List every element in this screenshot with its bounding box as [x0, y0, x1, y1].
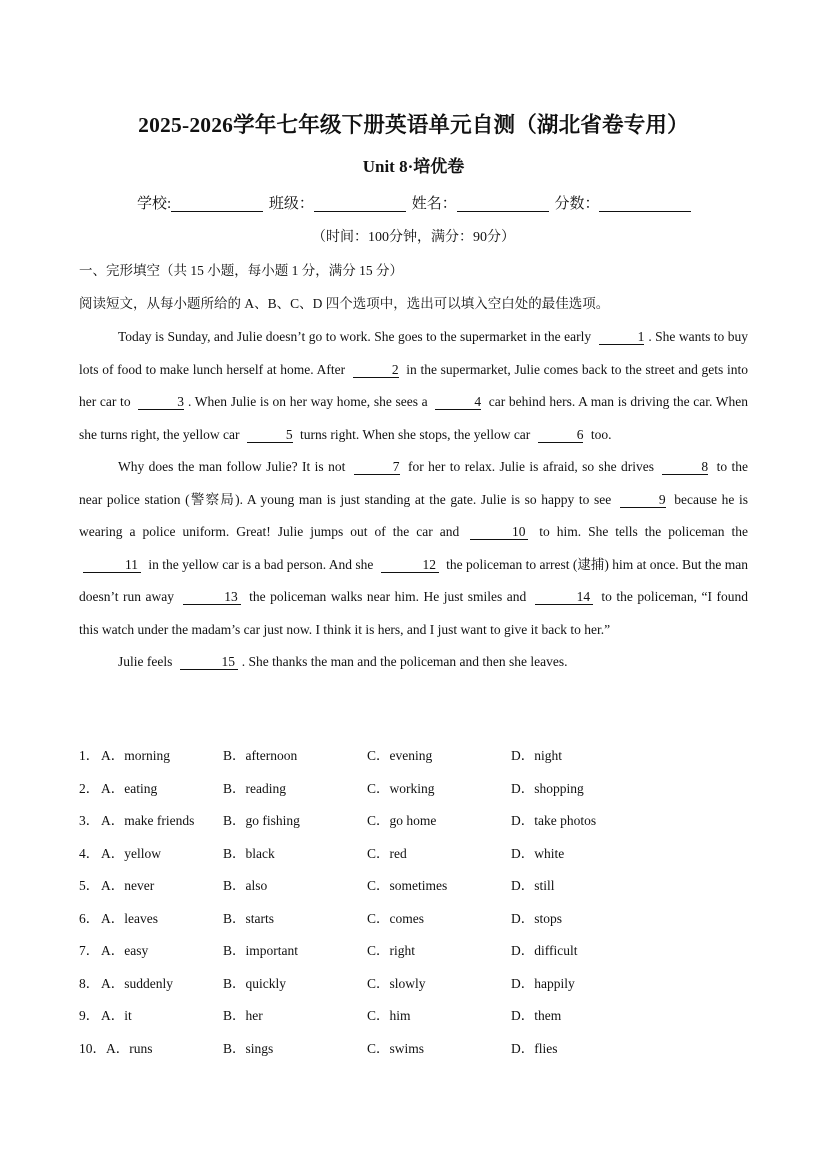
answer-blank: 14 — [535, 589, 593, 605]
question-row — [79, 773, 748, 806]
options-list — [79, 740, 748, 1065]
option-c[interactable]: C．evening — [367, 748, 433, 763]
option-c[interactable]: C．slowly — [367, 975, 426, 991]
passage-text: to the policeman, “I found this watch under the madam’s car just now. I think it is hers, and I just want to give it back to her.” — [79, 589, 748, 637]
answer-blank: 9 — [620, 492, 666, 508]
passage-text: car behind hers. A man is driving the car. When she turns right, the yellow car — [79, 394, 749, 442]
score-blank[interactable] — [599, 195, 691, 212]
option-b[interactable]: B．quickly — [223, 975, 286, 991]
question-row — [79, 1000, 748, 1033]
question-row — [79, 935, 748, 968]
name-label: 姓名： — [411, 196, 457, 212]
answer-blank: 11 — [83, 557, 141, 573]
question-row — [79, 870, 748, 903]
option-b[interactable]: B．starts — [223, 910, 275, 926]
option-c[interactable]: C．go home — [367, 813, 437, 828]
passage-paragraph — [79, 646, 748, 679]
section-instruction: 阅读短文，从每小题所给的 A、B、C、D 四个选项中，选出可以填入空白处的最佳选项。 — [79, 296, 610, 311]
question-row — [79, 838, 748, 871]
question-row — [79, 805, 748, 838]
option-a[interactable]: A．runs — [106, 1040, 153, 1056]
option-c[interactable]: C．red — [367, 845, 407, 861]
question-number: 10． — [79, 1040, 106, 1056]
school-blank[interactable] — [171, 195, 263, 212]
passage-text: for her to relax. Julie is afraid, so she drives — [403, 459, 659, 474]
answer-blank: 8 — [662, 459, 708, 475]
passage-paragraph — [79, 451, 748, 646]
passage-text: turns right. When she stops, the yellow car — [296, 426, 534, 442]
question-number: 4． — [79, 845, 100, 861]
passage-text: . She thanks the man and the policeman and then she leaves. — [241, 654, 568, 669]
passage-text: Julie feels — [118, 654, 176, 669]
question-number: 2． — [79, 780, 100, 796]
option-a[interactable]: A．never — [101, 878, 155, 893]
answer-blank: 12 — [381, 557, 439, 573]
question-number: 6． — [79, 910, 100, 926]
question-row — [79, 903, 748, 936]
option-d[interactable]: D．difficult — [511, 943, 578, 958]
option-d[interactable]: D．still — [511, 878, 555, 893]
option-c[interactable]: C．swims — [367, 1040, 425, 1056]
option-b[interactable]: B．important — [223, 943, 298, 958]
answer-blank: 3 — [138, 394, 184, 410]
option-a[interactable]: A．make friends — [101, 813, 195, 828]
answer-blank: 13 — [183, 589, 241, 605]
school-label: 学校: — [137, 196, 172, 212]
answer-blank: 4 — [435, 394, 481, 410]
option-a[interactable]: A．suddenly — [101, 975, 173, 991]
passage-text: too. — [587, 426, 612, 442]
answer-blank: 10 — [470, 524, 528, 540]
option-d[interactable]: D．stops — [511, 910, 563, 926]
page-subtitle: Unit 8·培优卷 — [362, 157, 465, 176]
answer-blank: 1 — [599, 329, 645, 345]
option-c[interactable]: C．comes — [367, 910, 424, 926]
exam-time-info: （时间：100分钟，满分：90分） — [312, 230, 515, 245]
passage-text: . She wants to buy lots of food to make lunch herself at home. After — [79, 329, 748, 377]
passage-text: . When Julie is on her way home, she sees a — [188, 394, 432, 409]
option-a[interactable]: A．leaves — [101, 910, 158, 926]
option-d[interactable]: D．flies — [511, 1040, 558, 1056]
passage-text: to the near police station (警察局). A young man is just standing at the gate. Julie is so happy to see — [79, 459, 748, 507]
passage-text: the policeman walks near him. He just smiles and — [244, 589, 531, 604]
question-number: 9． — [79, 1008, 100, 1023]
option-d[interactable]: D．them — [511, 1008, 562, 1023]
passage-text: in the yellow car is a bad person. And she — [145, 556, 377, 572]
passage-text: in the supermarket, Julie comes back to the street and gets into her car to — [79, 361, 748, 409]
option-c[interactable]: C．right — [367, 943, 416, 958]
option-b[interactable]: B．black — [223, 845, 275, 861]
passage-text: Today is Sunday, and Julie doesn’t go to work. She goes to the supermarket in the early — [118, 329, 595, 344]
passage-text: the policeman to arrest (逮捕) him at once. But the man doesn’t run away — [79, 556, 748, 604]
name-blank[interactable] — [457, 195, 549, 212]
option-a[interactable]: A．eating — [101, 780, 158, 796]
page-title: 2025-2026学年七年级下册英语单元自测（湖北省卷专用） — [138, 113, 689, 137]
option-a[interactable]: A．morning — [101, 748, 170, 763]
option-a[interactable]: A．easy — [101, 943, 149, 958]
class-label: 班级： — [268, 196, 314, 212]
question-number: 8． — [79, 975, 100, 991]
option-d[interactable]: D．take photos — [511, 813, 597, 828]
question-number: 5． — [79, 878, 100, 893]
answer-blank: 5 — [247, 427, 293, 443]
score-label: 分数： — [554, 196, 600, 212]
passage-text: to him. She tells the policeman the — [532, 524, 749, 539]
cloze-passage — [79, 321, 748, 679]
option-d[interactable]: D．white — [511, 845, 565, 861]
option-d[interactable]: D．night — [511, 748, 563, 763]
option-b[interactable]: B．sings — [223, 1040, 274, 1056]
option-a[interactable]: A．yellow — [101, 845, 161, 861]
option-b[interactable]: B．go fishing — [223, 813, 300, 828]
option-d[interactable]: D．shopping — [511, 780, 584, 796]
option-c[interactable]: C．him — [367, 1008, 411, 1023]
option-b[interactable]: B．also — [223, 878, 268, 893]
question-row — [79, 1033, 748, 1066]
question-row — [79, 968, 748, 1001]
option-c[interactable]: C．sometimes — [367, 878, 448, 893]
answer-blank: 7 — [354, 459, 400, 475]
question-number: 3． — [79, 813, 100, 828]
answer-blank: 15 — [180, 654, 238, 670]
option-d[interactable]: D．happily — [511, 975, 575, 991]
question-number: 1． — [79, 748, 100, 763]
passage-paragraph — [79, 321, 748, 451]
answer-blank: 2 — [353, 362, 399, 378]
question-row — [79, 740, 748, 773]
class-blank[interactable] — [314, 195, 406, 212]
question-number: 7． — [79, 943, 100, 958]
option-c[interactable]: C．working — [367, 780, 435, 796]
option-a[interactable]: A．it — [101, 1008, 132, 1023]
passage-text: because he is wearing a police uniform. Great! Julie jumps out of the car and — [79, 491, 748, 539]
option-b[interactable]: B．her — [223, 1008, 263, 1023]
passage-text: Why does the man follow Julie? It is not — [118, 459, 350, 474]
student-info-fields — [137, 192, 693, 213]
option-b[interactable]: B．afternoon — [223, 748, 298, 763]
answer-blank: 6 — [538, 427, 584, 443]
option-b[interactable]: B．reading — [223, 780, 286, 796]
section-heading: 一、完形填空（共 15 小题，每小题 1 分，满分 15 分） — [79, 263, 403, 278]
